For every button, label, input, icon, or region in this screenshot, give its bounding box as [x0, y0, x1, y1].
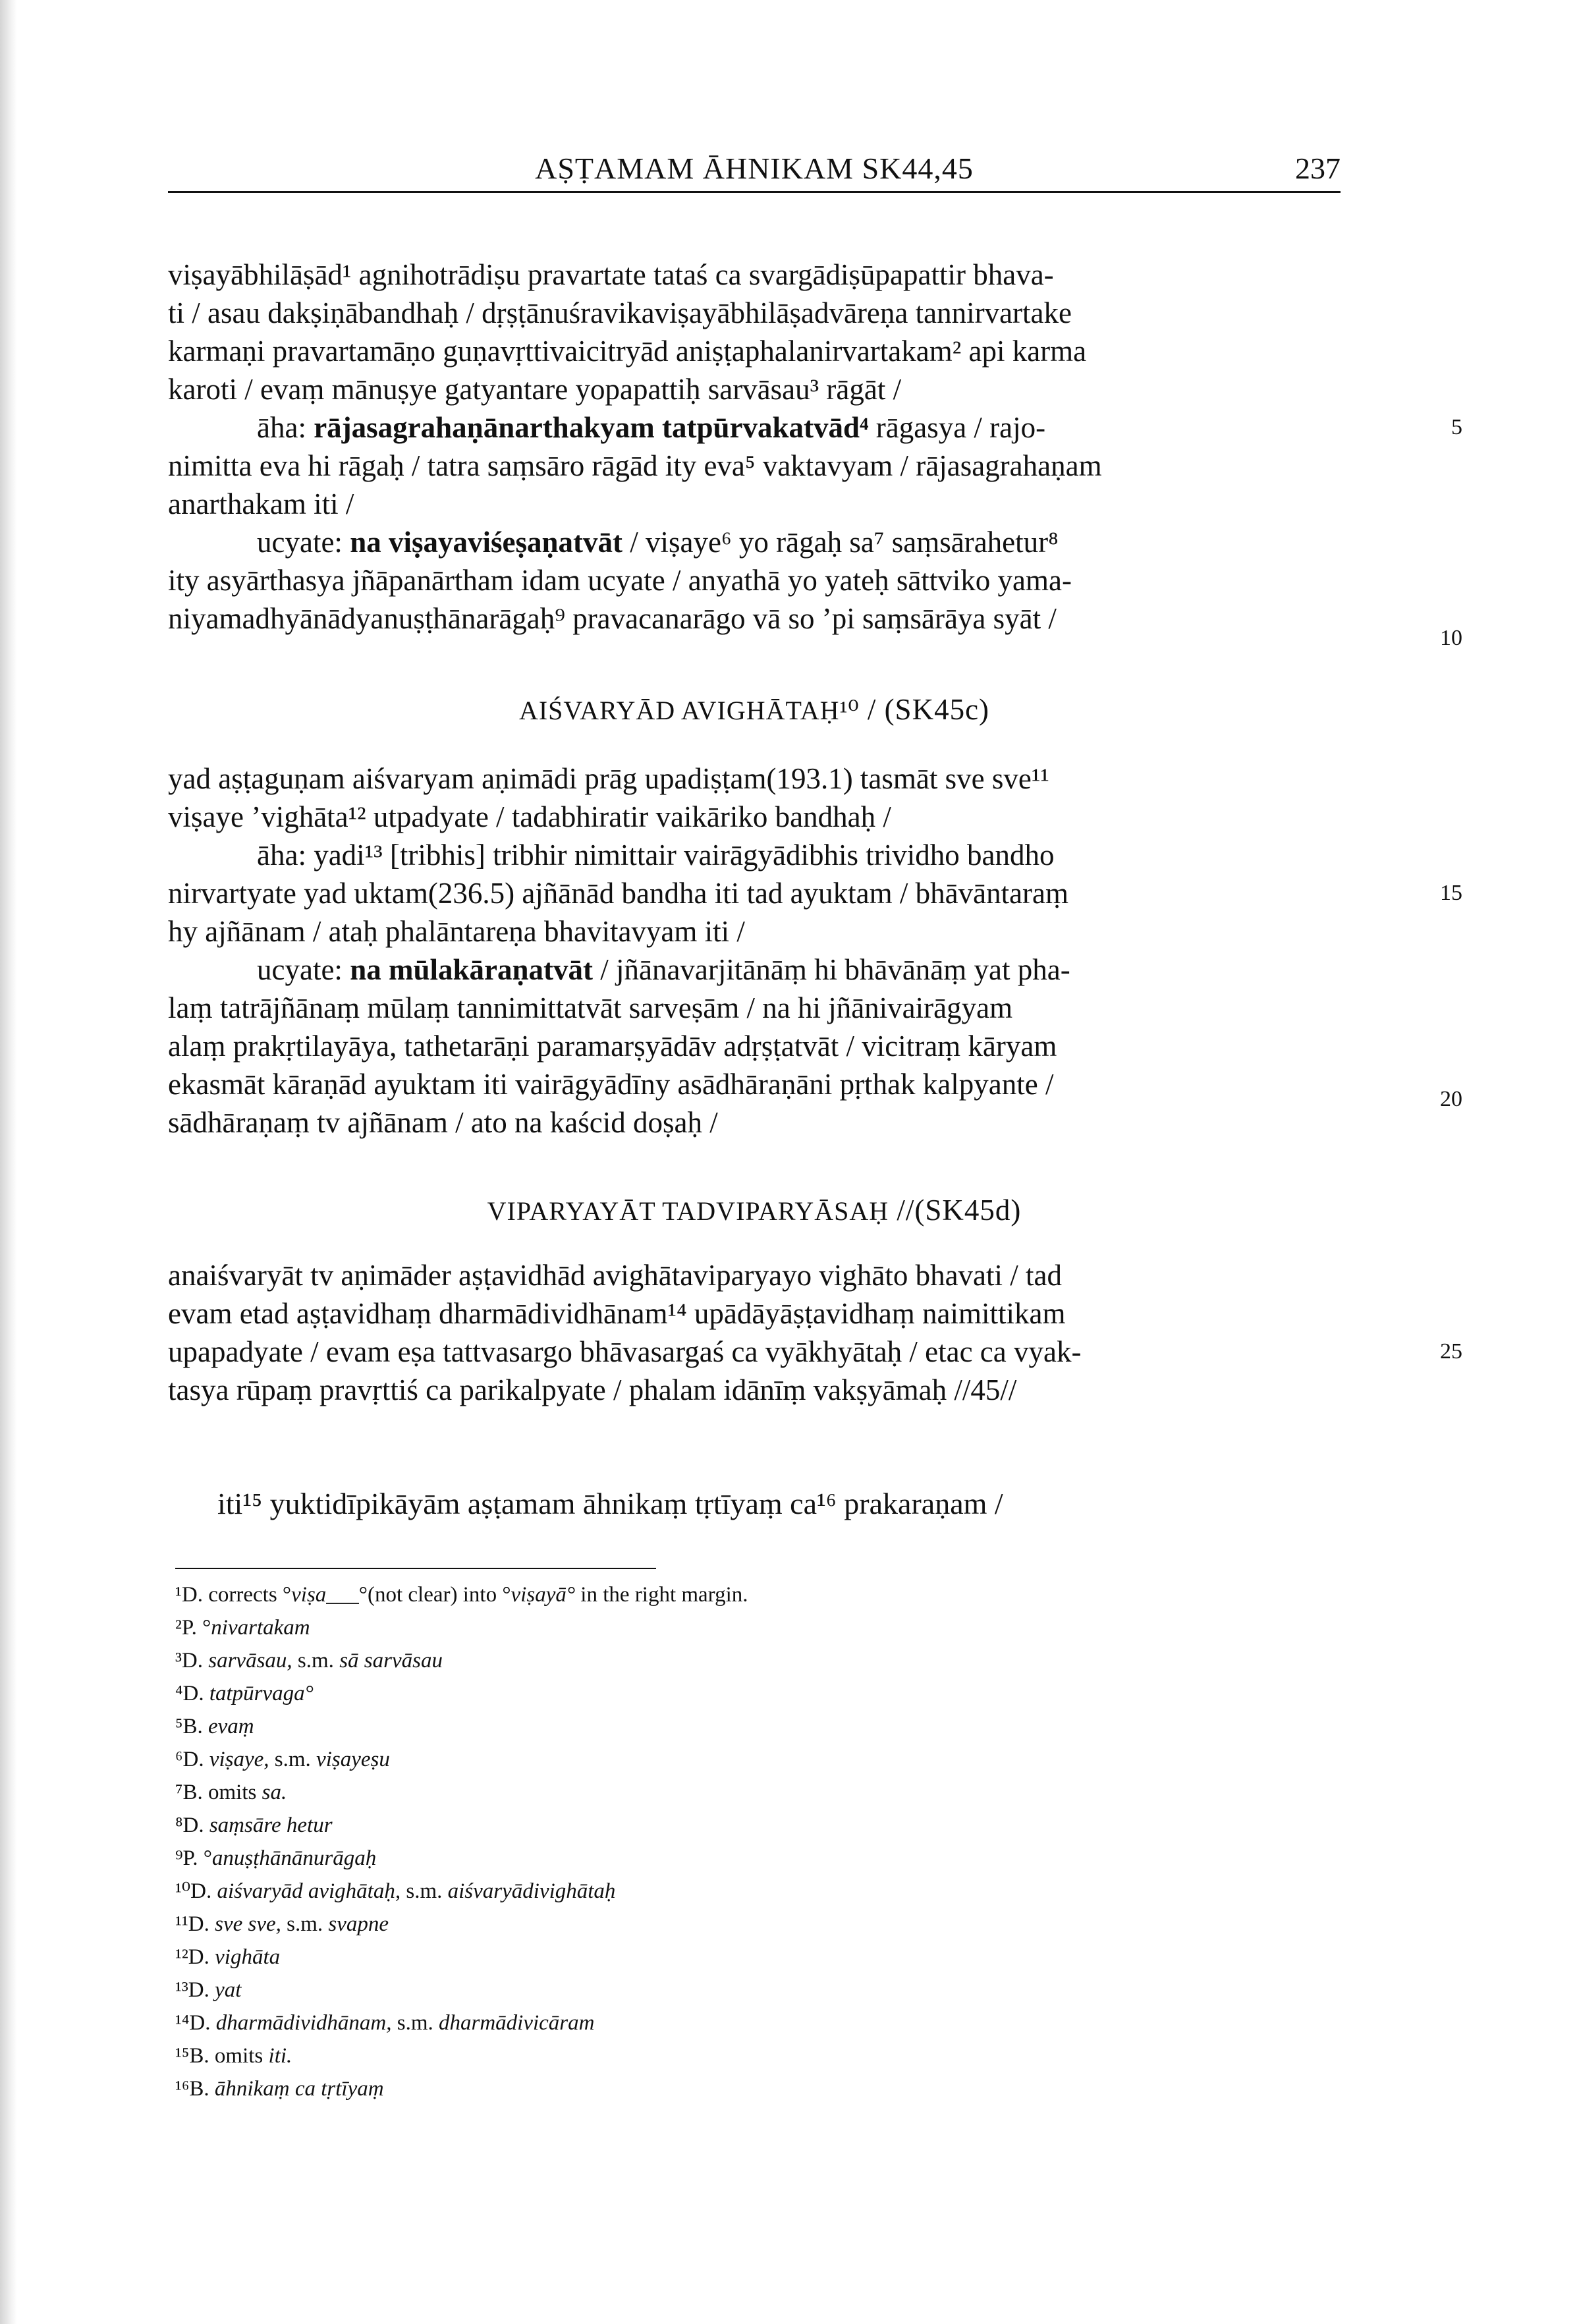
- text-line: yad aṣṭaguṇam aiśvaryam aṇimādi prāg upadiṣṭam(193.1) tasmāt sve sve¹¹: [168, 762, 1049, 795]
- line-number: 20: [1440, 1087, 1462, 1111]
- footnote: ¹D. corrects °viṣa___°(not clear) into °viṣayā° in the right margin.: [175, 1583, 748, 1607]
- lemma: na viṣayaviśeṣaṇatvāt: [350, 526, 622, 559]
- text-line: tasya rūpaṃ pravṛttiś ca parikalpyate / phalam idānīṃ vakṣyāmaḥ //45//: [168, 1373, 1017, 1406]
- line-number: 5: [1451, 415, 1462, 439]
- text-line: ity asyārthasya jñāpanārtham idam ucyate / anyathā yo yateḥ sāttviko yama-: [168, 564, 1072, 597]
- text-line: anaiśvaryāt tv aṇimāder aṣṭavidhād avighātaviparyayo vighāto bhavati / tad: [168, 1259, 1063, 1292]
- text-line: karoti / evaṃ mānuṣye gatyantare yopapattiḥ sarvāsau³ rāgāt /: [168, 373, 902, 406]
- footnote: ¹³D. yat: [175, 1978, 242, 2002]
- text-line: viṣayābhilāṣād¹ agnihotrādiṣu pravartate tataś ca svargādiṣūpapattir bhava-: [168, 258, 1054, 291]
- footnote: ¹⁴D. dharmādividhānam, s.m. dharmādivicāram: [175, 2011, 595, 2035]
- footnote-rule: [175, 1568, 656, 1569]
- header-title: AṢṬAMAM ĀHNIKAM SK44,45: [535, 152, 974, 185]
- text-line: alaṃ prakṛtilayāya, tathetarāṇi paramarṣyādāv adṛṣṭatvāt / vicitraṃ kāryam: [168, 1030, 1057, 1063]
- text-line: evam etad aṣṭavidhaṃ dharmādividhānam¹⁴ upādāyāṣṭavidhaṃ naimittikam: [168, 1297, 1066, 1330]
- text-line: anarthakam iti /: [168, 487, 354, 520]
- footnote: ²P. °nivartakam: [175, 1616, 310, 1640]
- text-line: karmaṇi pravartamāṇo guṇavṛttivaicitryād aniṣṭaphalanirvartakam² api karma: [168, 335, 1087, 368]
- footnote: ¹⁶B. āhnikaṃ ca tṛtīyaṃ: [175, 2077, 384, 2101]
- lemma: na mūlakāraṇatvāt: [350, 953, 593, 986]
- footnote: ⁴D. tatpūrvaga°: [175, 1682, 314, 1705]
- footnote: ⁹P. °anuṣṭhānānurāgaḥ: [175, 1846, 377, 1870]
- line-number: 25: [1440, 1339, 1462, 1364]
- text-line: ekasmāt kāraṇād ayuktam iti vairāgyādīny asādhāraṇāni pṛthak kalpyante /: [168, 1068, 1054, 1101]
- footnote: ⁷B. omits sa.: [175, 1781, 287, 1804]
- text-line: nirvartyate yad uktam(236.5) ajñānād bandha iti tad ayuktam / bhāvāntaraṃ: [168, 877, 1069, 910]
- lemma: rājasagrahaṇānarthakyam tatpūrvakatvād⁴: [314, 411, 869, 444]
- text-line: ti / asau dakṣiṇābandhaḥ / dṛṣṭānuśravikaviṣayābhilāṣadvāreṇa tannirvartake: [168, 296, 1072, 329]
- line-number: 10: [1440, 626, 1462, 650]
- footnote: ¹⁵B. omits iti.: [175, 2044, 292, 2068]
- text-line: laṃ tatrājñānaṃ mūlaṃ tannimittatvāt sarveṣām / na hi jñānivairāgyam: [168, 991, 1013, 1024]
- text-line: nimitta eva hi rāgaḥ / tatra saṃsāro rāgād ity eva⁵ vaktavyam / rājasagrahaṇam: [168, 449, 1102, 482]
- footnote: ³D. sarvāsau, s.m. sā sarvāsau: [175, 1649, 443, 1673]
- footnote: ¹²D. vighāta: [175, 1945, 281, 1969]
- text-line: sādhāraṇaṃ tv ajñānam / ato na kaścid doṣaḥ /: [168, 1106, 718, 1139]
- page-binding-shadow: [0, 0, 17, 2324]
- text-line: ucyate: na mūlakāraṇatvāt / jñānavarjitānāṃ hi bhāvānāṃ yat pha-: [257, 953, 1070, 986]
- text-line: āha: yadi¹³ [tribhis] tribhir nimittair vairāgyādibhis trividho bandho: [257, 839, 1055, 872]
- page-number: 237: [1295, 152, 1341, 185]
- text-line: ucyate: na viṣayaviśeṣaṇatvāt / viṣaye⁶ yo rāgaḥ sa⁷ saṃsārahetur⁸: [257, 526, 1059, 559]
- text-line: niyamadhyānādyanuṣṭhānarāgaḥ⁹ pravacanarāgo vā so ’pi saṃsārāya syāt /: [168, 602, 1057, 635]
- footnote: ¹¹D. sve sve, s.m. svapne: [175, 1912, 389, 1936]
- section-heading: AIŚVARYĀD AVIGHĀTAḤ¹⁰ / (SK45c): [518, 693, 990, 726]
- header-rule: [168, 191, 1341, 193]
- line-number: 15: [1440, 881, 1462, 905]
- text-line: hy ajñānam / ataḥ phalāntareṇa bhavitavyam iti /: [168, 915, 745, 948]
- section-heading: VIPARYAYĀT TADVIPARYĀSAḤ //(SK45d): [487, 1194, 1022, 1227]
- text-line: āha: rājasagrahaṇānarthakyam tatpūrvakatvād⁴ rāgasya / rajo-: [257, 411, 1046, 444]
- footnote: ¹⁰D. aiśvaryād avighātaḥ, s.m. aiśvaryādivighātaḥ: [175, 1879, 616, 1903]
- footnote: ⁶D. viṣaye, s.m. viṣayeṣu: [175, 1748, 390, 1771]
- footnote: ⁵B. evaṃ: [175, 1715, 254, 1738]
- colophon: iti¹⁵ yuktidīpikāyām aṣṭamam āhnikaṃ tṛtīyaṃ ca¹⁶ prakaraṇam /: [217, 1487, 1003, 1520]
- running-header: [168, 148, 1341, 189]
- text-line: viṣaye ’vighāta¹² utpadyate / tadabhiratir vaikāriko bandhaḥ /: [168, 800, 891, 833]
- footnote: ⁸D. saṃsāre hetur: [175, 1813, 333, 1837]
- text-line: upapadyate / evam eṣa tattvasargo bhāvasargaś ca vyākhyātaḥ / etac ca vyak-: [168, 1335, 1082, 1368]
